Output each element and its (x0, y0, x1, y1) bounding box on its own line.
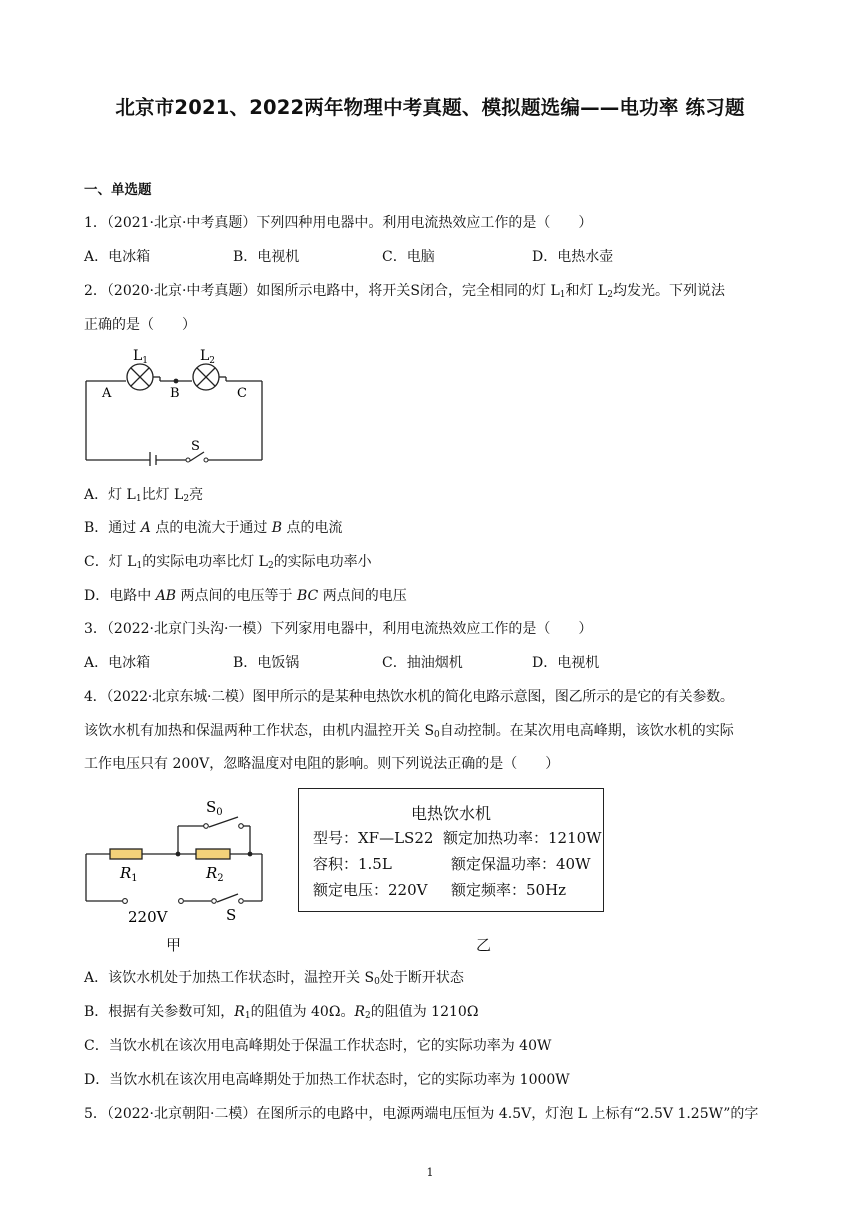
q1-option-b[interactable]: B．电视机 (233, 249, 300, 265)
figure-b-label: 乙 (476, 936, 492, 954)
param-frequency: 额定频率：50Hz (451, 881, 567, 899)
q4-circuit-diagram (80, 790, 280, 930)
q1-option-a[interactable]: A．电冰箱 (84, 249, 151, 265)
q4-voltage-label: 220V (128, 908, 168, 926)
param-voltage: 额定电压：220V (313, 881, 428, 899)
question-3-options (84, 654, 784, 672)
q3-option-a[interactable]: A．电冰箱 (84, 655, 151, 671)
page-number: 1 (426, 1166, 434, 1179)
question-4-line2: 该饮水机有加热和保温两种工作状态，由机内温控开关 $S_0$自动控制。在某次用电高峰期，该饮水机的实际 (84, 723, 734, 740)
question-3-stem: 3．（2022·北京门头沟·一模）下列家用电器中，利用电流热效应工作的是（ ） (84, 621, 593, 637)
q2-option-c[interactable]: C．灯 $L_1$的实际电功率比灯 $L_2$的实际电功率小 (84, 554, 372, 571)
q2-option-a[interactable]: A．灯 $L_1$比灯 $L_2$亮 (84, 487, 204, 504)
question-2-stem-line1: 2．（2020·北京·中考真题）如图所示电路中，将开关S闭合，完全相同的灯 $L_1$和灯 $L_2$均发光。下列说法 (84, 283, 725, 300)
q4-option-b[interactable]: B．根据有关参数可知，$R_1$的阻值为 40Ω。$R_2$的阻值为 1210Ω (84, 1004, 479, 1021)
q2-switch-label: S (191, 439, 200, 454)
q4-parameter-table (298, 788, 604, 912)
section-heading: 一、单选题 (84, 182, 152, 198)
q4-s0-label: $S_0$ (206, 798, 223, 818)
q2-option-d[interactable]: D．电路中 AB 两点间的电压等于 BC 两点间的电压 (84, 588, 407, 604)
question-4-line1: 4．（2022·北京东城·二模）图甲所示的是某种电热饮水机的简化电路示意图，图乙所示的是它的有关参数。 (84, 689, 734, 705)
q2-point-c: C (237, 386, 247, 401)
page-title: 北京市2021、2022两年物理中考真题、模拟题选编——电功率 练习题 (115, 96, 745, 119)
q2-option-b[interactable]: B．通过 A 点的电流大于通过 B 点的电流 (84, 520, 343, 536)
q1-option-d[interactable]: D．电热水壶 (532, 249, 614, 265)
question-2-stem-line2: 正确的是（ ） (84, 317, 196, 333)
question-1-options (84, 248, 784, 266)
param-model: 型号：XF—LS22 (313, 829, 434, 847)
q2-circuit-diagram (80, 340, 270, 466)
question-5-line1: 5．（2022·北京朝阳·二模）在图所示的电路中，电源两端电压恒为 4.5V，灯泡 L 上标有“2.5V 1.25W”的字 (84, 1106, 759, 1122)
q3-option-c[interactable]: C．抽油烟机 (382, 655, 463, 671)
q4-r2-label: $R_2$ (206, 864, 224, 884)
param-keep-power: 额定保温功率：40W (451, 855, 591, 873)
q4-option-d[interactable]: D．当饮水机在该次用电高峰期处于加热工作状态时，它的实际功率为 1000W (84, 1072, 570, 1088)
q3-option-d[interactable]: D．电视机 (532, 655, 600, 671)
q1-option-c[interactable]: C．电脑 (382, 249, 435, 265)
q4-r1-label: $R_1$ (120, 864, 138, 884)
param-title: 电热饮水机 (410, 804, 491, 823)
figure-a-label: 甲 (166, 936, 182, 954)
question-4-line3: 工作电压只有 200V，忽略温度对电阻的影响。则下列说法正确的是（ ） (84, 756, 560, 772)
param-capacity: 容积：1.5L (313, 855, 392, 873)
question-1-stem: 1．（2021·北京·中考真题）下列四种用电器中。利用电流热效应工作的是（ ） (84, 215, 593, 231)
param-heat-power: 额定加热功率：1210W (443, 829, 602, 847)
q2-lamp1-label: $L_1$ (133, 348, 149, 366)
q3-option-b[interactable]: B．电饭锅 (233, 655, 300, 671)
q4-switch-label: S (226, 906, 237, 924)
q4-option-a[interactable]: A．该饮水机处于加热工作状态时，温控开关 $S_0$处于断开状态 (84, 970, 464, 987)
q4-option-c[interactable]: C．当饮水机在该次用电高峰期处于保温工作状态时，它的实际功率为 40W (84, 1038, 552, 1054)
q2-point-a: A (102, 386, 112, 401)
q2-lamp2-label: $L_2$ (200, 348, 216, 366)
q2-point-b: B (170, 386, 180, 401)
